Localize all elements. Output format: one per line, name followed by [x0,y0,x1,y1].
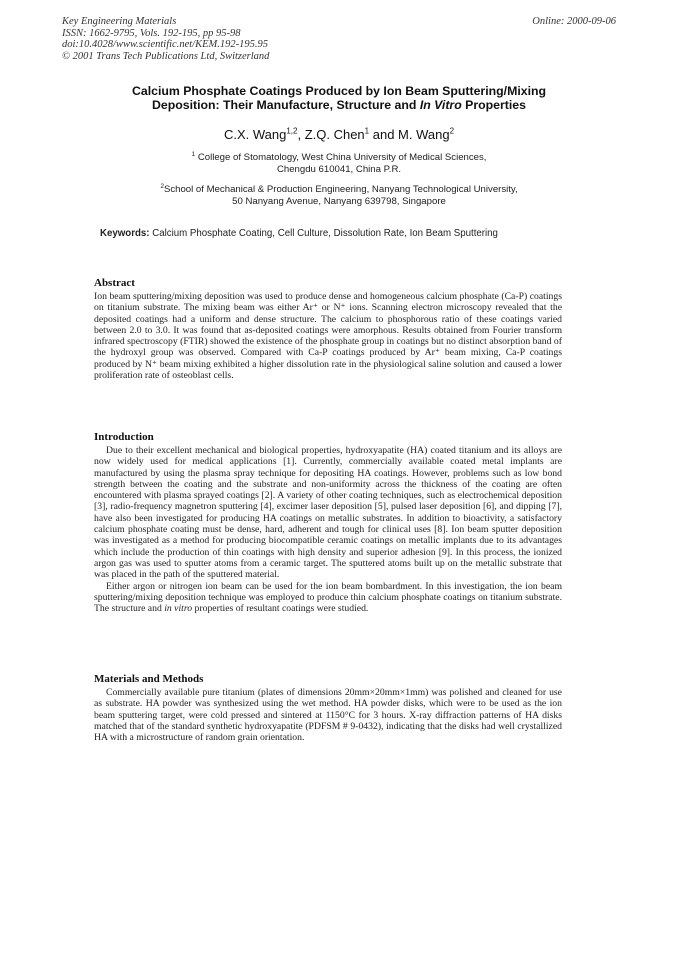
title-line-2-italic: In Vitro [419,98,462,112]
affiliation-1-marker: 1 [191,150,196,158]
affiliation-2 [60,184,618,208]
affiliation-2-line-2: 50 Nanyang Avenue, Nanyang 639798, Singapore [232,196,446,207]
affiliation-1-line-1 [60,152,618,164]
methods-paragraph-1: Commercially available pure titanium (plates of dimensions 20mm×20mm×1mm) was polished and cleaned for use as substrate. HA powder was synthesized using the wet method. HA powder disks, which were to be used as the ion beam sputtering target, were cold pressed and sintered at 1150°C for 3 hours. X-ray diffraction patterns of HA disks matched that of the standard synthetic hydroxyapatite (PDFSM # 9-0432), indicating that the disks had well crystallized HA with a microstructure of random grain orientation. [94,687,562,744]
methods-section [94,673,562,743]
affiliation-1-line-2: Chengdu 610041, China P.R. [276,164,402,175]
introduction-heading: Introduction [94,431,154,443]
abstract-section [94,277,562,381]
methods-heading: Materials and Methods [94,673,204,685]
abstract-heading: Abstract [94,277,135,289]
introduction-paragraph-1: Due to their excellent mechanical and biological properties, hydroxyapatite (HA) coated titanium and its alloys are now widely used for medical applications [1]. Currently, commercially available coated metal implants are manufactured by using the plasma spray technique for depositing HA coatings. However, problems such as low bond strength between the coating and the substrate and non-uniformity across the thickness of the coating are often encountered with plasma sprayed coatings [2]. A variety of other coating techniques, such as electrochemical deposition [3], radio-frequency magnetron sputtering [4], excimer laser deposition [5], pulsed laser deposition [6], and dipping [7], have also been investigated for producing HA coatings on metallic substrates. In addition to bioactivity, a satisfactory calcium phosphate coating must be dense, hard, adherent and tough for clinical uses [8]. Ion beam sputter deposition was investigated as a method for producing biocompatible ceramic coatings on metallic implants due to its advantages which include the production of thin coatings with high density and superior adhesion [9]. In this process, the ionized argon gas was used to sputter atoms from a ceramic target. The sputtered atoms built up on the metallic substrate that was placed in the path of the sputtered material. [94,445,562,581]
keywords-label: Keywords: [100,228,150,239]
introduction-section [94,431,562,614]
journal-copyright: © 2001 Trans Tech Publications Ltd, Switzerland [62,50,270,62]
affiliation-2-text: School of Mechanical & Production Engineering, Nanyang Technological University, [163,184,518,195]
title-line-2-part-a: Deposition: Their Manufacture, Structure and [152,98,420,112]
title-line-2-part-c: Properties [461,98,526,112]
title-line-2 [60,98,618,112]
introduction-paragraph-2-part-c: properties of resultant coatings were studied. [192,603,369,615]
journal-issn: ISSN: 1662-9795, Vols. 192-195, pp 95-98 [62,27,241,39]
introduction-paragraph-2 [94,581,562,615]
introduction-paragraph-2-italic: in vitro [164,603,193,615]
abstract-text: Ion beam sputtering/mixing deposition was used to produce dense and homogeneous calcium phosphate (Ca-P) coatings on titanium substrate. The mixing beam was either Ar⁺ or N⁺ ions. Scanning electron microscopy revealed that the deposited coatings had a uniform and dense structure. The calcium to phosphorous ratio of these coatings varied between 2.0 to 3.0. It was found that as-deposited coatings were amorphous. Results obtained from Fourier transform infrared spectroscopy (FTIR) showed the existence of the phosphate group in coatings but no distinct absorption band of the hydroxyl group was observed. Compared with Ca-P coatings produced by Ar⁺ beam mixing, Ca-P coatings produced by N⁺ beam mixing exhibited a higher dissolution rate in the physiological saline solution and caused a lower proliferation rate of osteoblast cells. [94,291,562,382]
author-2: , Z.Q. Chen [297,127,365,142]
author-1-affiliation: 1,2 [286,126,298,136]
journal-info [62,16,302,62]
journal-name: Key Engineering Materials [62,16,177,27]
affiliation-1-text: College of Stomatology, West China University of Medical Sciences, [197,152,487,163]
affiliation-1 [60,152,618,176]
introduction-paragraph-2-part-a: Either argon or nitrogen ion beam can be used for the ion beam bombardment. In this investigation, the ion beam sputtering/mixing deposition technique was employed to produce thin calcium phosphate coatings on titanium substrate. The structure and [94,580,562,615]
journal-doi: doi:10.4028/www.scientific.net/KEM.192-195.95 [62,39,268,51]
author-3: and M. Wang [369,127,450,142]
author-3-affiliation: 2 [449,126,455,136]
author-list [60,127,618,142]
affiliation-2-line-1 [60,184,618,196]
online-date: Online: 2000-09-06 [532,16,616,27]
paper-title [60,84,618,112]
author-1: C.X. Wang [223,127,287,142]
affiliation-2-marker: 2 [160,182,164,190]
title-line-1: Calcium Phosphate Coatings Produced by Ion Beam Sputtering/Mixing [131,84,547,98]
keywords [100,228,600,239]
keywords-text: Calcium Phosphate Coating, Cell Culture, Dissolution Rate, Ion Beam Sputtering [149,228,498,239]
author-2-affiliation: 1 [364,126,370,136]
